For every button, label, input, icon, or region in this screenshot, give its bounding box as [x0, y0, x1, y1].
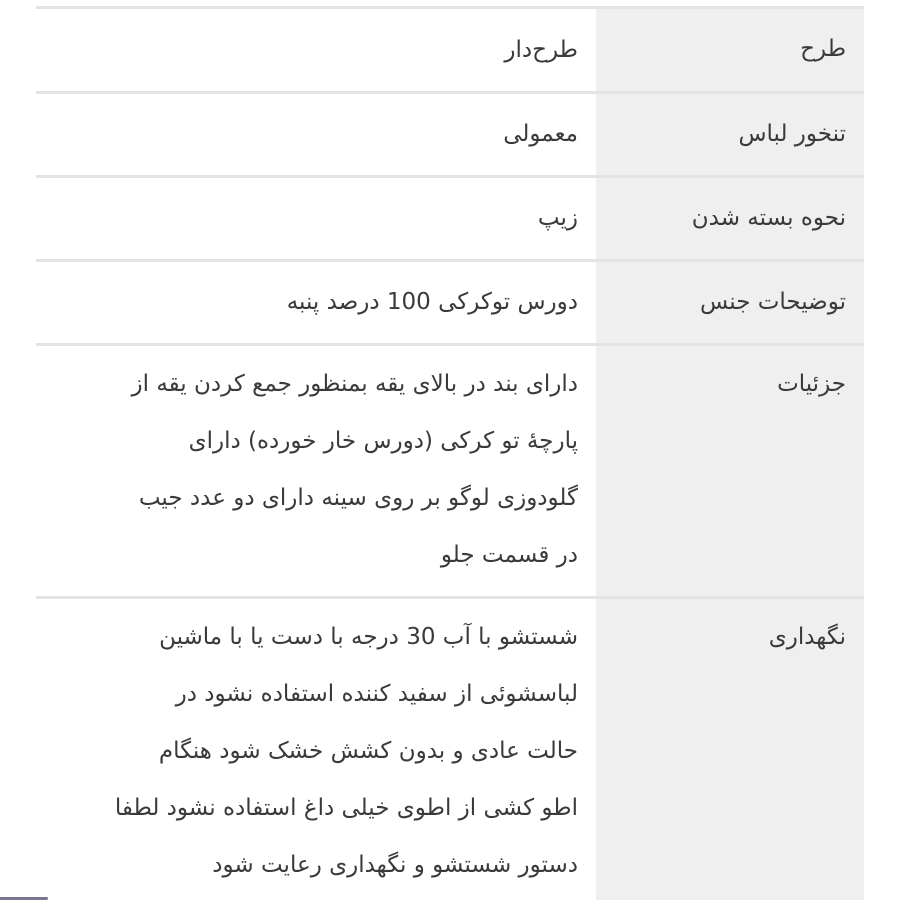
spec-value: دورس توکرکی 100 درصد پنبه — [36, 262, 596, 343]
spec-value-line: حالت عادی و بدون کشش خشک شود هنگام — [158, 738, 578, 764]
spec-row-closure — [36, 175, 864, 259]
spec-value-line: دستور شستشو و نگهداری رعایت شود — [212, 852, 578, 878]
spec-label — [596, 178, 864, 259]
spec-value-line: پارچهٔ تو کرکی (دورس خار خورده) دارای — [188, 428, 578, 454]
spec-row-material — [36, 259, 864, 343]
spec-row-fit — [36, 91, 864, 175]
spec-label-text: جزئیات — [777, 371, 846, 397]
spec-value-line: گلودوزی لوگو بر روی سینه دارای دو عدد جیب — [138, 485, 578, 511]
spec-value-line: لباسشوئی از سفید کننده استفاده نشود در — [175, 681, 578, 707]
spec-value: معمولی — [36, 94, 596, 175]
spec-label — [596, 599, 864, 900]
spec-label — [596, 94, 864, 175]
spec-value: طرح‌دار — [36, 9, 596, 91]
spec-label-text: نحوه بسته شدن — [691, 205, 846, 231]
spec-label-text: تنخور لباس — [738, 121, 846, 147]
spec-label — [596, 262, 864, 343]
spec-label — [596, 346, 864, 596]
spec-label-text: نگهداری — [768, 624, 846, 650]
spec-row-care — [36, 596, 864, 900]
spec-label-text: توضیحات جنس — [699, 289, 846, 315]
spec-value-line: اطو کشی از اطوی خیلی داغ استفاده نشود لطفا — [114, 795, 578, 821]
spec-value-line: شستشو با آب 30 درجه با دست یا با ماشین — [159, 624, 578, 650]
spec-row-pattern — [36, 6, 864, 91]
spec-value-line: دارای بند در بالای یقه بمنظور جمع کردن یقه از — [131, 371, 578, 397]
spec-value — [36, 346, 596, 596]
product-spec-table — [36, 6, 864, 900]
spec-value — [36, 599, 596, 900]
spec-value-line: در قسمت جلو — [440, 542, 578, 568]
spec-label-text: طرح — [800, 36, 846, 62]
spec-label — [596, 9, 864, 91]
spec-row-details — [36, 343, 864, 596]
spec-value: زیپ — [36, 178, 596, 259]
